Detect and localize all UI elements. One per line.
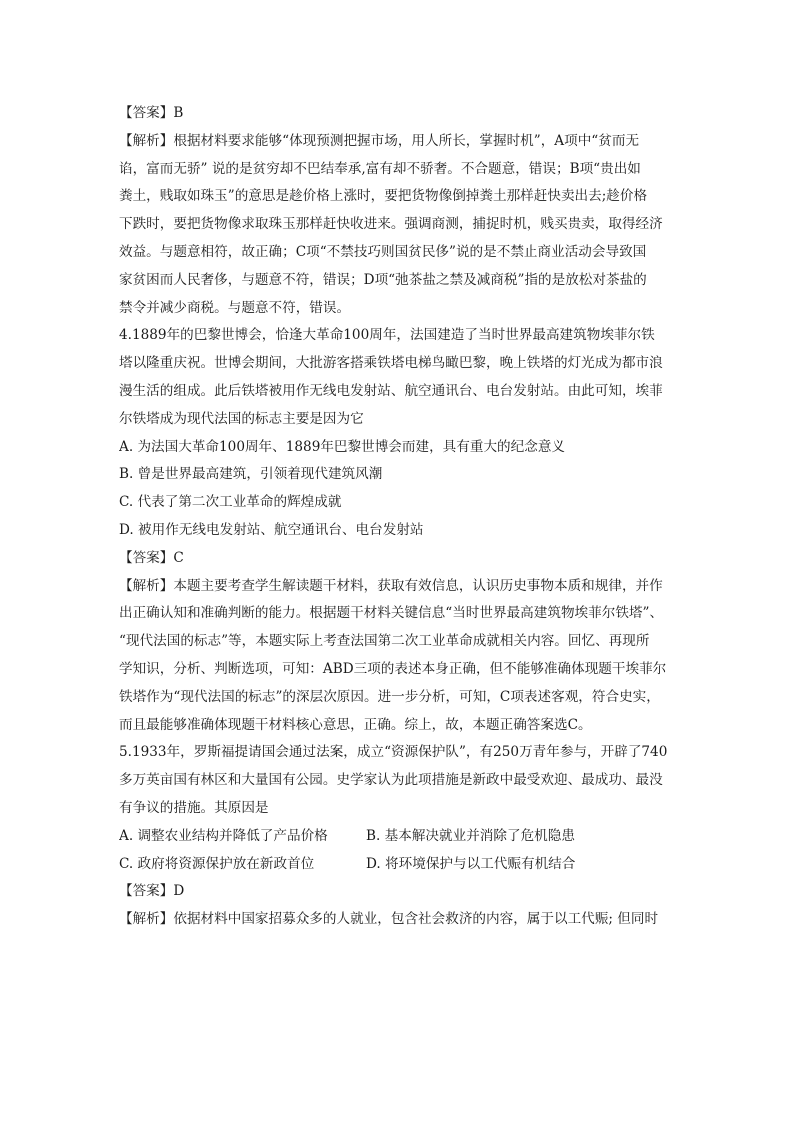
q5-analysis-line: 【解析】依据材料中国家招募众多的人就业，包含社会救济的内容，属于以工代赈; 但同时 — [119, 911, 659, 928]
q4-analysis-line: 【解析】本题主要考查学生解读题干材料，获取有效信息，认识历史事物本质和规律，并作 — [119, 577, 663, 594]
q4-analysis-line: 而且最能够准确体现题干材料核心意思，正确。综上，故，本题正确答案选C。 — [119, 716, 592, 733]
q3-analysis-line: 家贫困而人民奢侈，与题意不符，错误；D项“弛茶盐之禁及减商税”指的是放松对茶盐的 — [119, 271, 647, 288]
q4-analysis-line: 铁塔作为“现代法国的标志”的深层次原因。进一步分析，可知，C项表述客观，符合史实， — [119, 688, 660, 705]
q4-option-a: A. 为法国大革命100周年、1889年巴黎世博会而建，具有重大的纪念意义 — [119, 438, 566, 455]
q5-options-row-2 — [119, 851, 679, 879]
q5-option-d: D. 将环境保护与以工代赈有机结合 — [366, 855, 576, 872]
q5-option-c: C. 政府将资源保护放在新政首位 — [119, 855, 315, 872]
document-page — [119, 100, 679, 934]
q4-stem-line: 尔铁塔成为现代法国的标志主要是因为它 — [119, 410, 364, 427]
q3-analysis-line: 效益。与题意相符，故正确；C项“不禁技巧则国贫民侈”说的是不禁止商业活动会导致国 — [119, 243, 647, 260]
q4-option-b: B. 曾是世界最高建筑，引领着现代建筑风潮 — [119, 466, 383, 483]
q3-analysis-line: 下跌时，要把货物像求取珠玉那样赶快收进来。强调商测，捕捉时机，贱买贵卖，取得经济 — [119, 216, 663, 233]
q4-stem-line: 4.1889年的巴黎世博会，恰逢大革命100周年，法国建造了当时世界最高建筑物埃菲尔铁 — [119, 327, 655, 344]
q4-option-d: D. 被用作无线电发射站、航空通讯台、电台发射站 — [119, 521, 424, 538]
q5-stem-line: 有争议的措施。其原因是 — [119, 799, 269, 816]
q4-answer: 【答案】C — [119, 549, 184, 566]
q5-option-a: A. 调整农业结构并降低了产品价格 — [119, 827, 328, 844]
q5-stem-line: 5.1933年，罗斯福提请国会通过法案，成立“资源保护队”，有250万青年参与，开辟了740 — [119, 744, 668, 761]
q4-stem-line: 漫生活的组成。此后铁塔被用作无线电发射站、航空通讯台、电台发射站。由此可知，埃菲 — [119, 382, 663, 399]
q3-analysis-line: 【解析】根据材料要求能够“体现预测把握市场，用人所长，掌握时机”，A项中“贫而无 — [119, 132, 640, 149]
q4-analysis-line: 出正确认知和准确判断的能力。根据题干材料关键信息“当时世界最高建筑物埃菲尔铁塔”、 — [119, 605, 664, 622]
q3-analysis-line: 谄，富而无骄” 说的是贫穷却不巴结奉承,富有却不骄奢。不合题意，错误；B项“贵出如 — [119, 160, 641, 177]
q4-stem-line: 塔以隆重庆祝。世博会期间，大批游客搭乘铁塔电梯鸟瞰巴黎，晚上铁塔的灯光成为都市浪 — [119, 355, 663, 372]
q5-option-b: B. 基本解决就业并消除了危机隐患 — [366, 827, 575, 844]
q4-option-c: C. 代表了第二次工业革命的辉煌成就 — [119, 494, 342, 511]
q5-answer: 【答案】D — [119, 883, 185, 900]
q4-analysis-line: 学知识，分析、判断选项，可知：ABD三项的表述本身正确，但不能够准确体现题干埃菲尔 — [119, 660, 667, 677]
q3-analysis-line: 粪土，贱取如珠玉”的意思是趁价格上涨时，要把货物像倒掉粪土那样赶快卖出去;趁价格 — [119, 188, 648, 205]
q3-analysis-line: 禁令并减少商税。与题意不符，错误。 — [119, 299, 351, 316]
q3-answer: 【答案】B — [119, 105, 184, 121]
q5-stem-line: 多万英亩国有林区和大量国有公园。史学家认为此项措施是新政中最受欢迎、最成功、最没 — [119, 772, 663, 789]
q5-options-row-1 — [119, 823, 679, 851]
q4-analysis-line: “现代法国的标志”等，本题实际上考查法国第二次工业革命成就相关内容。回忆、再现所 — [119, 633, 650, 650]
